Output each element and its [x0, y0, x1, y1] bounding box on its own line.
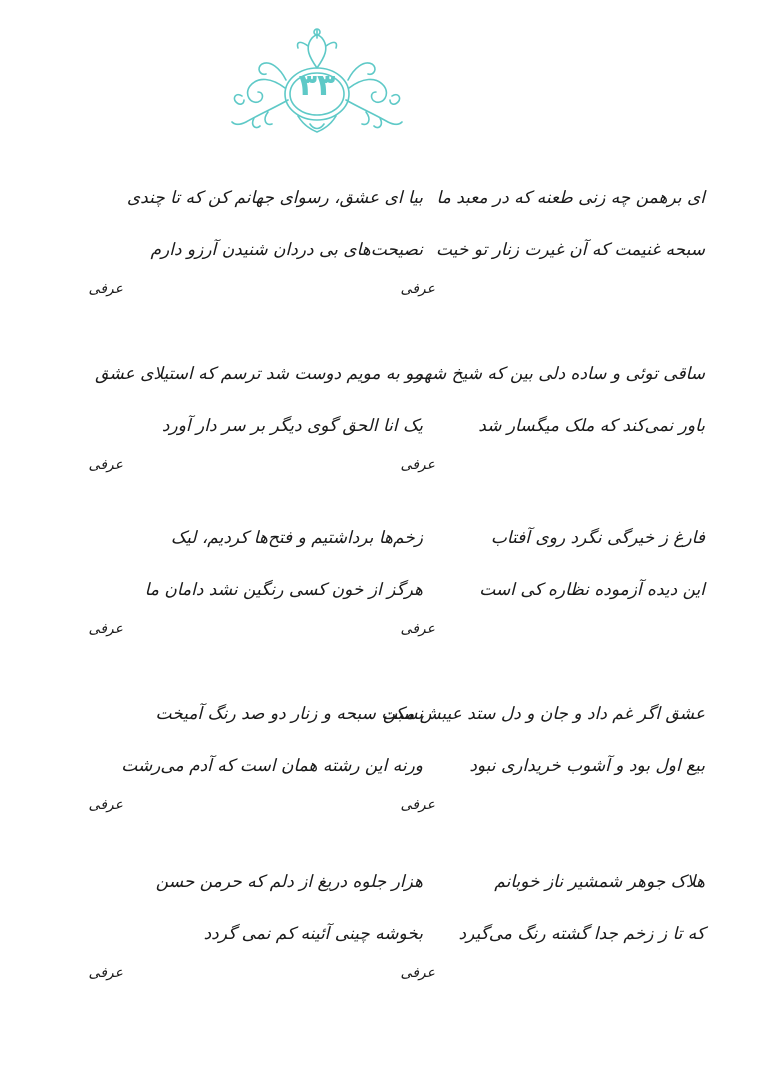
couplet-line-1: فارغ ز خیرگی نگرد روی آفتاب — [490, 528, 705, 548]
couplet-line-1: ساقی توئی و ساده دلی بین که شیخ شهر — [414, 364, 705, 384]
couplet-line-2: بخوشه چینی آئینه کم نمی گردد — [203, 924, 423, 944]
poet-signature: عرفی — [400, 797, 435, 813]
page-number-ornament — [228, 26, 406, 136]
couplet-line-1: عشق اگر غم داد و جان و دل ستد عیبش مکن — [382, 704, 705, 724]
couplet-5 — [88, 512, 423, 638]
couplet-6 — [400, 512, 705, 638]
poet-signature: عرفی — [400, 281, 435, 297]
poet-signature: عرفی — [400, 621, 435, 637]
couplet-line-2: بیع اول بود و آشوب خریداری نبود — [469, 756, 705, 776]
couplet-line-1: زخم‌ها برداشتیم و فتح‌ها کردیم، لیک — [170, 528, 423, 548]
couplet-3 — [88, 348, 423, 474]
couplet-2 — [400, 172, 705, 298]
couplet-8 — [382, 688, 705, 814]
couplet-line-1: مو به مویم دوست شد ترسم که استیلای عشق — [95, 364, 423, 384]
couplet-line-2: نصیحت‌های بی دردان شنیدن آرزو دارم — [150, 240, 423, 260]
couplet-line-1: هزار جلوه دریغ از دلم که حرمن حسن — [155, 872, 423, 892]
page-number: ٣٣ — [298, 67, 336, 103]
couplet-line-1: بیا ای عشق، رسوای جهانم کن که تا چندی — [126, 188, 423, 208]
poet-signature: عرفی — [88, 965, 123, 981]
couplet-9 — [88, 856, 423, 982]
couplet-line-2: این دیده آزموده نظاره کی است — [479, 580, 705, 600]
poet-signature: عرفی — [88, 457, 123, 473]
poet-signature: عرفی — [400, 457, 435, 473]
couplet-line-1: هلاک جوهر شمشیر ناز خوبانم — [494, 872, 705, 892]
couplet-7 — [88, 688, 423, 814]
couplet-line-2: یک انا الحق گوی دیگر بر سر دار آورد — [161, 416, 423, 436]
couplet-line-2: ورنه این رشته همان است که آدم می‌رشت — [121, 756, 423, 776]
poet-signature: عرفی — [88, 281, 123, 297]
couplet-line-1: نسبت سبحه و زنار دو صد رنگ آمیخت — [155, 704, 423, 724]
couplet-line-2: باور نمی‌کند که ملک میگسار شد — [478, 416, 705, 436]
couplet-line-2: هرگز از خون کسی رنگین نشد دامان ما — [144, 580, 423, 600]
couplet-line-2: سبحه غنیمت که آن غیرت زنار تو خیت — [436, 240, 705, 260]
couplet-10 — [400, 856, 705, 982]
poet-signature: عرفی — [88, 621, 123, 637]
couplet-4 — [400, 348, 705, 474]
couplet-line-1: ای برهمن چه زنی طعنه که در معبد ما — [436, 188, 705, 208]
couplet-line-2: که تا ز زخم جدا گشته رنگ می‌گیرد — [458, 924, 705, 944]
poet-signature: عرفی — [88, 797, 123, 813]
couplet-1 — [88, 172, 423, 298]
poet-signature: عرفی — [400, 965, 435, 981]
